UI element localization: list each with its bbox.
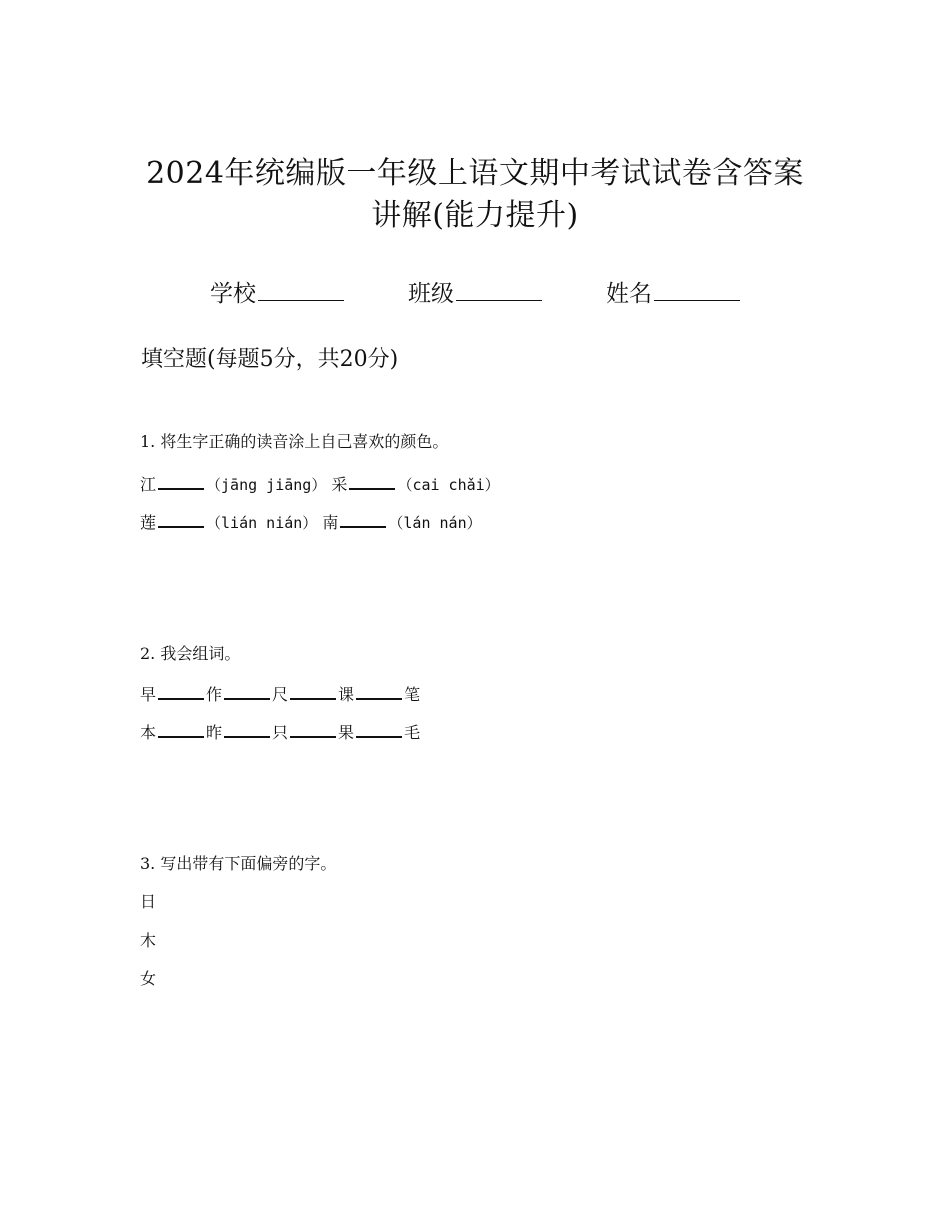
q1-char: 莲: [140, 513, 157, 532]
q1-prompt: 1. 将生字正确的读音涂上自己喜欢的颜色。: [140, 432, 449, 451]
class-blank[interactable]: [456, 276, 542, 301]
school-blank[interactable]: [258, 276, 344, 301]
section-heading: 填空题(每题5分，共20分): [141, 347, 399, 372]
answer-blank[interactable]: [158, 680, 204, 700]
q2-char: 毛: [404, 723, 421, 742]
q1-char: 采: [331, 475, 348, 494]
q1-char: 南: [322, 513, 339, 532]
q3-item: 日: [140, 892, 157, 911]
answer-blank[interactable]: [340, 508, 386, 528]
name-blank[interactable]: [654, 276, 740, 301]
q2-row-2: [140, 718, 420, 745]
q2-char: 笔: [404, 685, 421, 704]
class-label: 班级: [408, 281, 454, 307]
q1-pinyin: （lián nián）: [206, 514, 318, 532]
class-field[interactable]: [408, 276, 542, 310]
q3-item: 女: [140, 969, 157, 988]
school-label: 学校: [210, 281, 256, 307]
q2-char: 早: [140, 685, 157, 704]
q1-row-1: [140, 470, 500, 497]
q2-char: 本: [140, 723, 157, 742]
q1-pinyin: （jāng jiāng）: [206, 476, 327, 494]
q1-pinyin: （cai chǎi）: [397, 476, 500, 494]
q2-char: 尺: [272, 685, 289, 704]
answer-blank[interactable]: [158, 718, 204, 738]
q1-char: 江: [140, 475, 157, 494]
q2-char: 作: [206, 685, 223, 704]
answer-blank[interactable]: [158, 470, 204, 490]
student-info: [0, 276, 950, 310]
answer-blank[interactable]: [224, 718, 270, 738]
q3-item: 木: [140, 931, 157, 950]
q2-prompt: 2. 我会组词。: [140, 644, 241, 663]
answer-blank[interactable]: [224, 680, 270, 700]
q2-row-1: [140, 680, 420, 707]
q2-char: 果: [338, 723, 355, 742]
q2-char: 课: [338, 685, 355, 704]
q2-char: 只: [272, 723, 289, 742]
school-field[interactable]: [210, 276, 344, 310]
answer-blank[interactable]: [349, 470, 395, 490]
q1-row-2: [140, 508, 482, 535]
title-line-2: 讲解(能力提升): [371, 198, 579, 233]
answer-blank[interactable]: [158, 508, 204, 528]
q2-char: 昨: [206, 723, 223, 742]
answer-blank[interactable]: [356, 680, 402, 700]
answer-blank[interactable]: [290, 718, 336, 738]
answer-blank[interactable]: [356, 718, 402, 738]
name-field[interactable]: [606, 276, 740, 310]
q1-pinyin: （lán nán）: [388, 514, 482, 532]
name-label: 姓名: [606, 281, 652, 307]
title-line-1: 2024年统编版一年级上语文期中考试试卷含答案: [146, 156, 804, 191]
answer-blank[interactable]: [290, 680, 336, 700]
q3-prompt: 3. 写出带有下面偏旁的字。: [140, 854, 337, 873]
